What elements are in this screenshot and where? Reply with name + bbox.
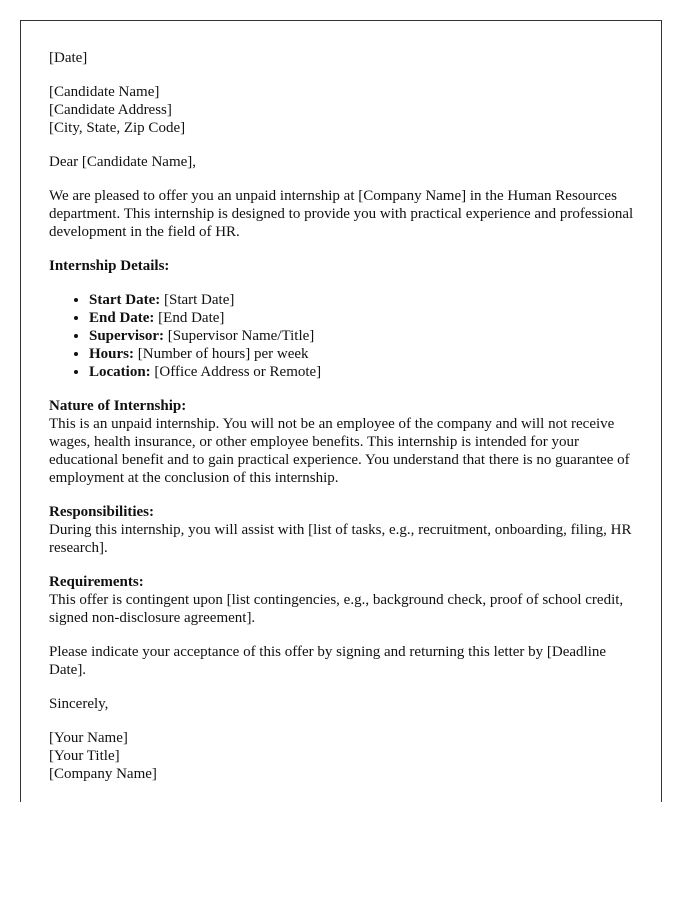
nature-text: This is an unpaid internship. You will not be an employee of the company and will not receive wages, health insurance, or other employee benefits. This internship is intended for your educational benefit and to gain practical experience. You understand that there is no guarantee of employment at the conclusion of this internship.: [49, 416, 630, 486]
item-label: End Date:: [89, 310, 155, 326]
salutation: Dear [Candidate Name],: [49, 154, 197, 170]
list-item: [89, 291, 634, 309]
signer-name: [Your Name]: [49, 730, 128, 746]
closing: Sincerely,: [49, 696, 109, 712]
details-heading-text: Internship Details:: [49, 258, 170, 274]
item-label: Supervisor:: [89, 328, 164, 344]
requirements-heading: Requirements:: [49, 574, 144, 590]
requirements-text: This offer is contingent upon [list contingencies, e.g., background check, proof of school credit, signed non-disclosure agreement].: [49, 592, 624, 626]
recipient-address: [Candidate Address]: [49, 102, 172, 118]
item-value: [Office Address or Remote]: [150, 364, 322, 380]
intro-paragraph: We are pleased to offer you an unpaid internship at [Company Name] in the Human Resources department. This internship is designed to provide you with practical experience and professional development in the field of HR.: [49, 188, 634, 240]
recipient-city: [City, State, Zip Code]: [49, 120, 186, 136]
item-value: [Supervisor Name/Title]: [164, 328, 315, 344]
item-label: Location:: [89, 364, 151, 380]
recipient-name: [Candidate Name]: [49, 84, 160, 100]
item-value: [End Date]: [154, 310, 225, 326]
signature-block: [49, 729, 634, 783]
details-list: [49, 291, 634, 381]
item-value: [Start Date]: [160, 292, 235, 308]
list-item: [89, 309, 634, 327]
responsibilities-section: [49, 503, 634, 557]
letter: [20, 20, 662, 802]
item-value: [Number of hours] per week: [134, 346, 309, 362]
signer-company: [Company Name]: [49, 766, 157, 782]
nature-section: [49, 397, 634, 487]
item-label: Start Date:: [89, 292, 161, 308]
responsibilities-text: During this internship, you will assist with [list of tasks, e.g., recruitment, onboarding, filing, HR research].: [49, 522, 632, 556]
signer-title: [Your Title]: [49, 748, 120, 764]
recipient-block: [49, 83, 634, 137]
acceptance-paragraph: Please indicate your acceptance of this offer by signing and returning this letter by [Deadline Date].: [49, 644, 607, 678]
details-heading: [49, 257, 634, 275]
item-label: Hours:: [89, 346, 134, 362]
nature-heading: Nature of Internship:: [49, 398, 187, 414]
list-item: [89, 363, 634, 381]
requirements-section: [49, 573, 634, 627]
list-item: [89, 345, 634, 363]
list-item: [89, 327, 634, 345]
date: [Date]: [49, 50, 88, 66]
responsibilities-heading: Responsibilities:: [49, 504, 155, 520]
